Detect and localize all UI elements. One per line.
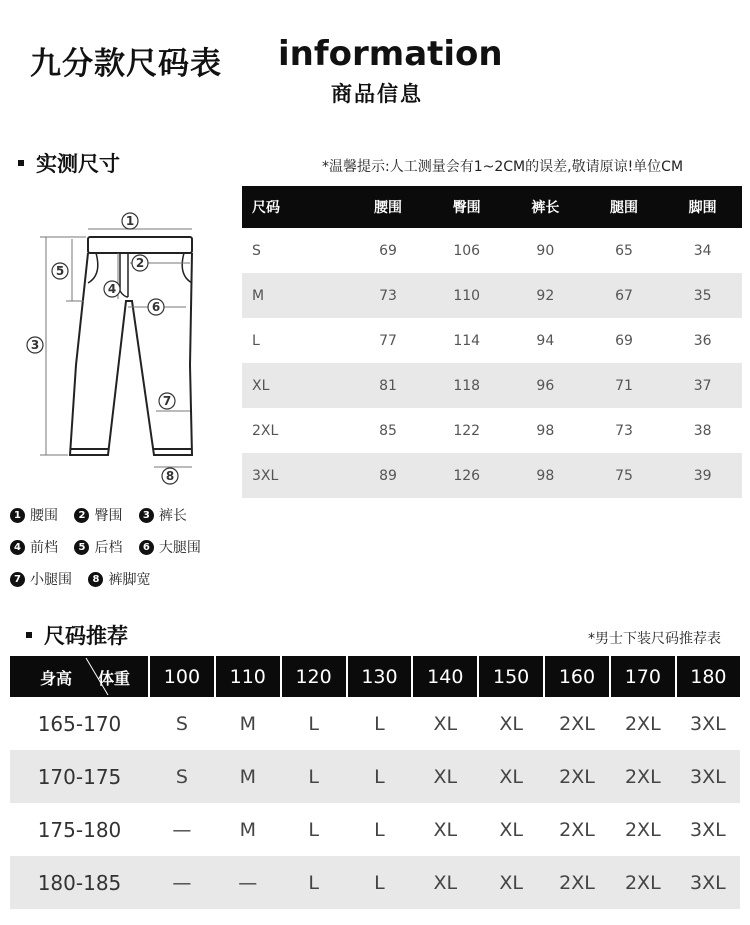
header-cell: 裤长 (506, 186, 585, 228)
legend-label: 腰围 (30, 508, 58, 524)
marker-4: 4 (107, 282, 117, 296)
table-cell: 2XL (624, 712, 661, 735)
table-cell: 106 (453, 242, 481, 259)
legend-item (74, 540, 122, 556)
table-cell: 34 (693, 242, 712, 259)
table-cell: XL (412, 750, 478, 803)
recommend-heading-text: 尺码推荐 (44, 624, 128, 648)
legend-row-2 (10, 537, 213, 557)
table-cell: 118 (427, 363, 506, 408)
weight-header-cell: 160 (544, 656, 610, 697)
marker-7: 7 (162, 394, 172, 408)
table-row (10, 697, 740, 750)
weight-header-cell: 110 (215, 656, 281, 697)
table-cell: 126 (427, 453, 506, 498)
size-table-header (242, 186, 742, 228)
table-cell: L (347, 750, 413, 803)
table-cell: L (308, 818, 319, 841)
measure-section-heading (18, 148, 120, 178)
marker-2: 2 (135, 256, 145, 270)
table-cell: 69 (615, 332, 633, 349)
table-cell: S (149, 750, 215, 803)
table-cell: 94 (536, 332, 555, 349)
legend-item (10, 508, 58, 524)
table-cell: 2XL (610, 856, 676, 909)
weight-header-cell: 100 (149, 656, 215, 697)
marker-1: 1 (125, 214, 135, 228)
weight-header-cell: 180 (676, 656, 740, 697)
legend-label: 前档 (30, 540, 58, 556)
legend-item (88, 572, 150, 588)
table-row (242, 228, 742, 273)
table-cell: 92 (506, 273, 585, 318)
table-cell: 2XL (624, 818, 661, 841)
table-cell: 73 (615, 422, 633, 439)
measure-heading-text: 实测尺寸 (36, 152, 120, 176)
legend-number: 6 (139, 540, 154, 555)
table-cell: 73 (349, 273, 428, 318)
table-cell: 3XL (242, 453, 349, 498)
corner-header-cell (10, 656, 149, 697)
table-cell: 2XL (544, 856, 610, 909)
table-cell: XL (412, 856, 478, 909)
legend-label: 裤长 (158, 508, 187, 524)
table-cell: S (252, 242, 261, 259)
recommend-section-heading (26, 620, 128, 650)
header-cell: 腰围 (349, 186, 428, 228)
table-row (242, 363, 742, 408)
height-cell: 170-175 (10, 750, 149, 803)
bullet-icon (18, 160, 24, 166)
legend-label: 后档 (94, 540, 123, 556)
table-cell: XL (499, 818, 523, 841)
legend-label: 臀围 (94, 508, 123, 524)
table-cell: XL (499, 712, 523, 735)
header-cell: 脚围 (663, 186, 742, 228)
table-cell: 89 (349, 453, 428, 498)
table-row (10, 750, 740, 803)
table-cell: 2XL (544, 750, 610, 803)
table-cell: 3XL (690, 818, 726, 841)
legend-row-1 (10, 505, 199, 525)
weight-header-cell: 130 (347, 656, 413, 697)
page-title-english: information (278, 34, 503, 74)
table-cell: 2XL (610, 750, 676, 803)
header-cell: 臀围 (427, 186, 506, 228)
table-cell: L (252, 332, 260, 349)
legend-number: 2 (74, 508, 89, 523)
weight-header-cell: 150 (478, 656, 544, 697)
table-cell: 69 (379, 242, 397, 259)
table-cell: XL (478, 856, 544, 909)
header-cell: 腿围 (585, 186, 664, 228)
size-table (242, 186, 742, 498)
table-cell: 98 (506, 453, 585, 498)
table-cell: L (347, 856, 413, 909)
table-cell: 2XL (252, 422, 279, 439)
table-cell: M (239, 712, 256, 735)
table-cell: 85 (379, 422, 397, 439)
marker-8: 8 (165, 469, 175, 483)
table-row (242, 408, 742, 453)
table-cell: 75 (585, 453, 664, 498)
corner-weight-label: 体重 (98, 669, 131, 688)
legend-item (74, 508, 122, 524)
marker-6: 6 (151, 300, 161, 314)
weight-header-cell: 170 (610, 656, 676, 697)
table-row (242, 273, 742, 318)
recommend-note: *男士下装尺码推荐表 (588, 631, 721, 647)
table-cell: 35 (663, 273, 742, 318)
legend-row-3 (10, 569, 162, 589)
legend-label: 小腿围 (30, 572, 72, 588)
height-cell: 175-180 (37, 817, 122, 842)
table-cell: 39 (663, 453, 742, 498)
header-cell: 尺码 (242, 186, 349, 228)
table-cell: S (175, 712, 188, 735)
table-cell: 71 (585, 363, 664, 408)
table-cell: 110 (427, 273, 506, 318)
table-row (242, 453, 742, 498)
legend-item (10, 540, 58, 556)
height-cell: 180-185 (10, 856, 149, 909)
table-cell: 2XL (559, 712, 595, 735)
table-cell: — (149, 856, 215, 909)
table-cell: L (281, 750, 347, 803)
legend-label: 裤脚宽 (108, 572, 151, 588)
table-cell: 65 (615, 242, 633, 259)
table-cell: 114 (453, 332, 481, 349)
table-cell: XL (478, 750, 544, 803)
table-cell: 77 (379, 332, 397, 349)
measure-note: *温馨提示:人工测量会有1~2CM的误差,敬请原谅!单位CM (322, 159, 684, 175)
table-cell: 96 (506, 363, 585, 408)
table-cell: M (239, 818, 256, 841)
table-row (10, 803, 740, 856)
recommendation-header (10, 656, 740, 697)
table-row (10, 856, 740, 909)
marker-5: 5 (55, 264, 65, 278)
legend-number: 1 (10, 508, 25, 523)
table-cell: XL (242, 363, 349, 408)
table-cell: 67 (585, 273, 664, 318)
legend-number: 8 (88, 572, 103, 587)
page-title: 九分款尺码表 (30, 46, 222, 82)
legend-number: 5 (74, 540, 89, 555)
bullet-icon (26, 632, 32, 638)
legend-item (10, 572, 72, 588)
table-cell: 81 (349, 363, 428, 408)
legend-number: 3 (139, 508, 154, 523)
table-cell: M (242, 273, 349, 318)
table-cell: 3XL (676, 750, 740, 803)
legend-label: 大腿围 (158, 540, 201, 556)
table-cell: 3XL (690, 712, 726, 735)
table-cell: 2XL (559, 818, 595, 841)
marker-3: 3 (30, 338, 40, 352)
weight-header-cell: 140 (412, 656, 478, 697)
table-cell: 38 (693, 422, 712, 439)
table-cell: — (172, 818, 192, 841)
table-cell: XL (433, 712, 458, 735)
recommendation-table (10, 656, 740, 909)
legend-number: 7 (10, 572, 25, 587)
legend-number: 4 (10, 540, 25, 555)
table-cell: 37 (663, 363, 742, 408)
corner-height-label: 身高 (40, 669, 73, 688)
table-cell: L (281, 856, 347, 909)
table-cell: M (215, 750, 281, 803)
table-cell: L (308, 712, 319, 735)
table-cell: 98 (536, 422, 555, 439)
table-cell: 90 (536, 242, 555, 259)
height-cell: 165-170 (37, 711, 122, 736)
table-cell: XL (433, 818, 458, 841)
table-cell: 122 (453, 422, 481, 439)
legend-item (139, 508, 187, 524)
legend-item (139, 540, 201, 556)
table-row (242, 318, 742, 363)
page-subtitle: 商品信息 (331, 82, 423, 106)
table-cell: 3XL (676, 856, 740, 909)
pants-diagram-icon (20, 205, 230, 495)
table-cell: L (374, 818, 385, 841)
table-cell: 36 (693, 332, 712, 349)
table-cell: — (215, 856, 281, 909)
weight-header-cell: 120 (281, 656, 347, 697)
table-cell: L (374, 712, 385, 735)
